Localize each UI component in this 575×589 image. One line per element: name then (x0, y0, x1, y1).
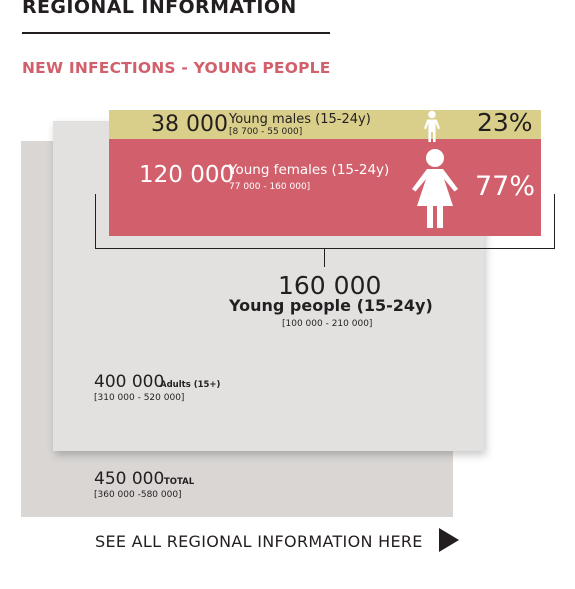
total-value: 450 000 (94, 469, 165, 489)
bracket-right (554, 194, 555, 248)
young-people-label: Young people (15-24y) (229, 296, 433, 315)
young-females-range: 77 000 - 160 000] (229, 182, 311, 192)
title-divider (22, 32, 330, 34)
play-arrow-icon[interactable] (438, 527, 460, 553)
total-range: [360 000 -580 000] (94, 490, 182, 500)
young-males-value: 38 000 (151, 112, 228, 137)
bracket-left (95, 194, 96, 248)
young-people-value: 160 000 (278, 271, 382, 300)
see-all-regional-info-link[interactable]: SEE ALL REGIONAL INFORMATION HERE (95, 532, 423, 551)
young-males-range: [8 700 - 55 000] (229, 127, 303, 137)
page-title: REGIONAL INFORMATION (22, 0, 297, 18)
young-females-value: 120 000 (139, 162, 235, 188)
male-person-icon (421, 110, 443, 143)
chart-subtitle: NEW INFECTIONS - YOUNG PEOPLE (22, 59, 331, 77)
total-label: TOTAL (164, 477, 195, 487)
young-females-label: Young females (15-24y) (229, 162, 390, 178)
young-people-range: [100 000 - 210 000] (282, 319, 373, 329)
bracket-bottom (95, 248, 555, 249)
young-females-share: 77% (475, 171, 536, 202)
adults-value: 400 000 (94, 372, 165, 392)
young-males-label: Young males (15-24y) (229, 112, 371, 127)
adults-range: [310 000 - 520 000] (94, 393, 185, 403)
female-person-icon (409, 148, 461, 228)
young-males-share: 23% (477, 108, 533, 137)
adults-label: Adults (15+) (160, 380, 221, 390)
bracket-stem (324, 248, 325, 267)
